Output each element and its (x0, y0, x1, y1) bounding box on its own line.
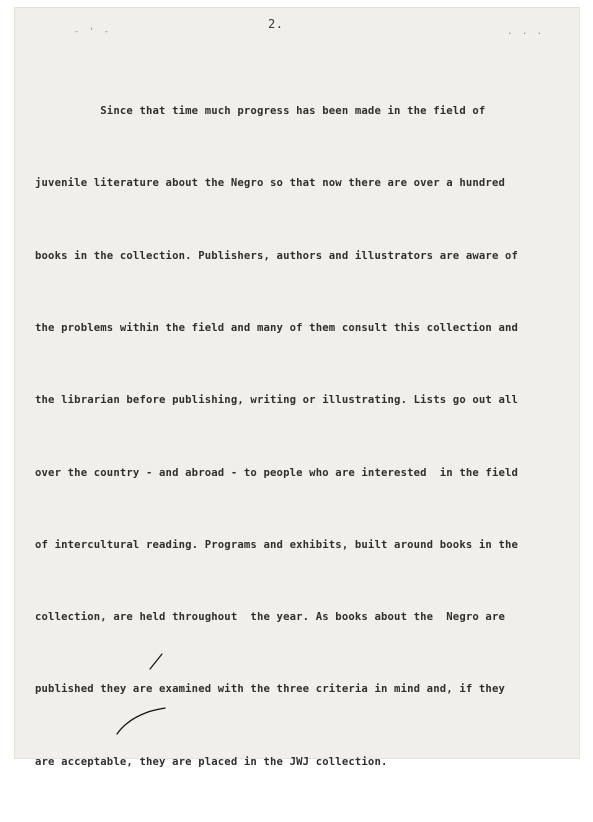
text-line-6: over the country - and abroad - to people who are interested in the field (35, 466, 519, 479)
text-line-7: of intercultural reading. Programs and exhibits, built around books in the (35, 538, 519, 551)
corner-mark-left: - ' - (74, 27, 112, 37)
pen-marks (14, 7, 580, 759)
text-line-9: published they are examined with the three criteria in mind and, if they (35, 683, 506, 696)
text-line-4: the problems within the field and many of them consult this collection and (35, 322, 519, 335)
typed-page (14, 7, 580, 768)
text-line-1: Since that time much progress has been made in the field of (35, 105, 486, 118)
text-line-3: books in the collection. Publishers, authors and illustrators are aware of (35, 249, 519, 262)
pen-stroke-upper (150, 654, 162, 669)
page-number: 2. (268, 17, 284, 31)
text-line-10: are acceptable, they are placed in the JWJ collection. (35, 755, 388, 768)
text-line-5: the librarian before publishing, writing or illustrating. Lists go out all (35, 394, 519, 407)
corner-mark-right: . . . (507, 27, 545, 37)
pen-stroke-lower (117, 708, 165, 734)
text-line-2: juvenile literature about the Negro so that now there are over a hundred (35, 177, 506, 190)
text-line-8: collection, are held throughout the year. As books about the Negro are (35, 611, 506, 624)
